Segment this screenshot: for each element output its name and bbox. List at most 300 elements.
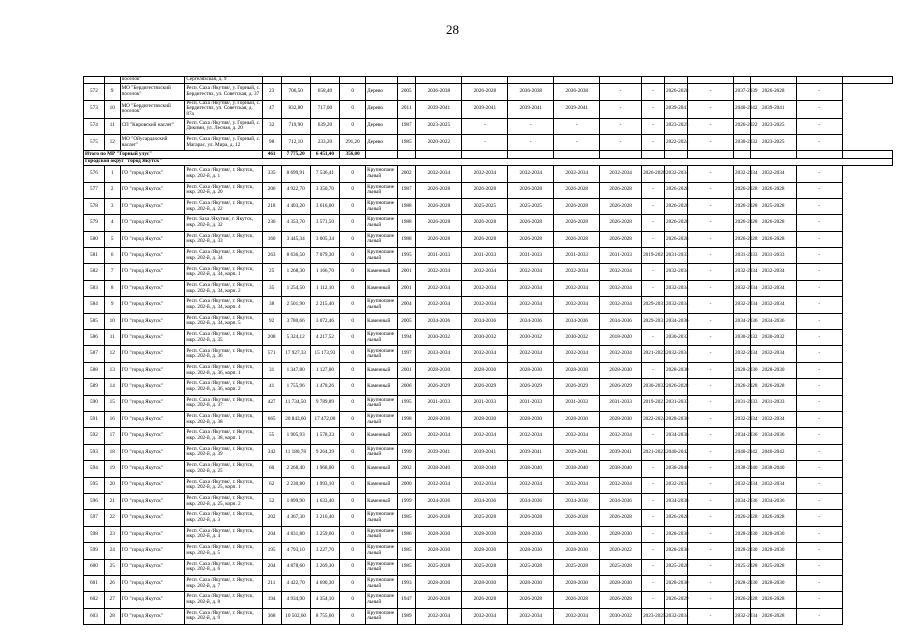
- table-cell: -: [796, 313, 842, 329]
- table-cell: 2031-2033: [462, 395, 508, 411]
- table-cell: 2028-2030: [462, 543, 508, 559]
- table-cell: -: [642, 477, 665, 493]
- table-cell: 2031-2033: [508, 395, 554, 411]
- table-cell: 2028-2030: [462, 575, 508, 591]
- table-cell: 2 268,40: [281, 461, 310, 477]
- table-cell: 342: [262, 444, 281, 460]
- table-cell: 60: [262, 461, 281, 477]
- table-cell: 2030-2032: [734, 134, 751, 150]
- table-cell: 2025-2028: [462, 559, 508, 575]
- table-cell: 2026-2028: [462, 215, 508, 231]
- table-cell: 2038-2040: [665, 461, 688, 477]
- table-cell: 2030-2032: [642, 379, 665, 395]
- table-cell: -: [796, 477, 842, 493]
- table-cell: 2001: [397, 362, 416, 378]
- table-cell: 2026-2029: [462, 379, 508, 395]
- table-cell: -: [688, 362, 734, 378]
- table-cell: 2026-2028: [600, 231, 642, 247]
- table-cell: 2026-2028: [554, 182, 600, 198]
- table-cell: Респ. Саха /Якутия/, г. Якутск, мкр. 202-й, д. 25, корп. 2: [185, 493, 262, 509]
- table-cell: -: [642, 575, 665, 591]
- table-cell: 2039-2041: [508, 444, 554, 460]
- table-cell: 2032-2034: [600, 264, 642, 280]
- table-cell: 17 472,00: [310, 411, 339, 427]
- table-cell: 1 578,33: [310, 428, 339, 444]
- table-cell: 658,40: [310, 84, 339, 100]
- table-row: [84, 264, 893, 280]
- table-cell: Крупнопанельный: [366, 297, 397, 313]
- table-cell: -: [642, 215, 665, 231]
- table-cell: 2006: [397, 379, 416, 395]
- table-cell: 2026-2028: [600, 592, 642, 608]
- table-cell: -: [462, 118, 508, 134]
- table-cell: 2026-2029: [508, 379, 554, 395]
- table-cell: 2032-2034: [508, 477, 554, 493]
- table-cell: 461: [262, 151, 281, 158]
- table-cell: 1 905,93: [281, 428, 310, 444]
- table-cell: 600: [84, 559, 105, 575]
- table-cell: 2026-2028: [508, 231, 554, 247]
- table-cell: 2039-2041: [554, 444, 600, 460]
- table-cell: 2034-2036: [462, 313, 508, 329]
- table-cell: 23: [104, 526, 120, 542]
- table-cell: Респ. Саха /Якутия/, г. Якутск, мкр. 202-й, д. 36: [185, 346, 262, 362]
- table-cell: 2032-2034: [416, 477, 462, 493]
- table-cell: 2034-2036: [508, 313, 554, 329]
- table-cell: 2030-2032: [462, 330, 508, 346]
- table-cell: 2028-2030: [665, 526, 688, 542]
- table-cell: 2026-2028: [734, 510, 751, 526]
- table-row: [84, 362, 893, 378]
- table-cell: ГО "город Якутск": [120, 461, 185, 477]
- table-cell: 2034-2036: [665, 493, 688, 509]
- table-cell: -: [796, 346, 842, 362]
- table-cell: 9: [104, 84, 120, 100]
- table-cell: 21: [104, 493, 120, 509]
- table-cell: 2032-2034: [665, 166, 688, 182]
- table-cell: [665, 151, 688, 158]
- table-cell: 2032-2034: [750, 411, 796, 427]
- table-cell: Респ. Саха /Якутия/, г. Якутск, мкр. 202-й, д. 37: [185, 395, 262, 411]
- table-cell: 16: [104, 411, 120, 427]
- table-cell: 2025-2025: [508, 198, 554, 214]
- table-cell: [554, 151, 600, 158]
- table-cell: Каменный: [366, 362, 397, 378]
- table-cell: 2032-2034: [554, 346, 600, 362]
- table-cell: 2032-2034: [734, 166, 751, 182]
- table-cell: 2021-2023: [642, 444, 665, 460]
- table-cell: 236: [262, 215, 281, 231]
- table-cell: 2028-2030: [750, 362, 796, 378]
- table-cell: -: [688, 248, 734, 264]
- table-cell: Респ. Саха /Якутия/, г. Якутск, мкр. 202-й, д. 38, корп. 1: [185, 428, 262, 444]
- table-cell: 10: [104, 313, 120, 329]
- table-cell: -: [642, 280, 665, 296]
- housing-table: [83, 76, 893, 625]
- table-cell: -: [600, 134, 642, 150]
- table-cell: 2026-2029: [554, 379, 600, 395]
- table-cell: 577: [84, 182, 105, 198]
- table-cell: 5 324,12: [281, 330, 310, 346]
- table-cell: 581: [84, 248, 105, 264]
- table-cell: 575: [84, 134, 105, 150]
- table-cell: 2022-2024: [665, 134, 688, 150]
- table-cell: -: [688, 215, 734, 231]
- table-cell: Крупнопанельный: [366, 231, 397, 247]
- table-cell: 356,00: [340, 151, 366, 158]
- table-cell: 2020-2022: [600, 543, 642, 559]
- table-cell: Крупнопанельный: [366, 198, 397, 214]
- table-cell: -: [796, 362, 842, 378]
- table-cell: -: [688, 493, 734, 509]
- table-cell: 2031-2033: [600, 248, 642, 264]
- table-cell: 3 259,60: [310, 526, 339, 542]
- table-cell: 2034-2036: [734, 313, 751, 329]
- table-cell: 2018-2020: [600, 330, 642, 346]
- table-cell: ГО "город Якутск": [120, 543, 185, 559]
- table-cell: 590: [84, 395, 105, 411]
- table-cell: Респ. Саха /Якутия/, г. Якутск, мкр. 202-й, д. 4: [185, 526, 262, 542]
- table-row: [84, 444, 893, 460]
- table-cell: 2032-2034: [462, 166, 508, 182]
- table-cell: 2028-2030: [734, 543, 751, 559]
- table-cell: 15 173,93: [310, 346, 339, 362]
- table-cell: 639,20: [310, 118, 339, 134]
- table-cell: ГО "город Якутск": [120, 575, 185, 591]
- table-cell: -: [688, 608, 734, 624]
- table-cell: 599: [84, 543, 105, 559]
- table-cell: 603: [84, 608, 105, 624]
- table-cell: Респ. Саха /Якутия/, г. Якутск, мкр. 202-й, д. 1: [185, 166, 262, 182]
- table-cell: 24: [104, 543, 120, 559]
- table-cell: 2028-2030: [734, 526, 751, 542]
- table-cell: 2032-2034: [416, 297, 462, 313]
- table-cell: 0: [340, 313, 366, 329]
- table-cell: 2032-2034: [554, 280, 600, 296]
- table-cell: 1995: [397, 395, 416, 411]
- table-cell: -: [642, 118, 665, 134]
- table-cell: 2026-2028: [554, 510, 600, 526]
- table-cell: 2025-2028: [665, 559, 688, 575]
- table-cell: 2028-2030: [508, 543, 554, 559]
- table-cell: 2026-2028: [734, 592, 751, 608]
- table-cell: ГО "город Якутск": [120, 346, 185, 362]
- table-cell: 38: [262, 297, 281, 313]
- table-cell: 665: [262, 411, 281, 427]
- table-cell: 580: [84, 231, 105, 247]
- table-cell: 2028-2030: [554, 362, 600, 378]
- table-cell: 4 831,80: [281, 526, 310, 542]
- table-cell: 2 501,90: [281, 297, 310, 313]
- table-cell: -: [688, 134, 734, 150]
- table-row: [84, 559, 893, 575]
- table-cell: 11 180,78: [281, 444, 310, 460]
- table-cell: 2026-2028: [600, 215, 642, 231]
- table-cell: 3 269,30: [310, 559, 339, 575]
- table-row: [84, 346, 893, 362]
- table-cell: 2032-2034: [665, 264, 688, 280]
- table-cell: 587: [84, 346, 105, 362]
- table-cell: -: [688, 543, 734, 559]
- table-cell: 2025-2028: [750, 198, 796, 214]
- table-cell: 4 922,70: [281, 182, 310, 198]
- table-cell: 2039-2041: [750, 100, 796, 118]
- table-cell: 0: [340, 182, 366, 198]
- table-cell: -: [642, 526, 665, 542]
- table-cell: 9: [104, 297, 120, 313]
- table-cell: 573: [84, 100, 105, 118]
- table-cell: 2032-2034: [750, 346, 796, 362]
- table-cell: 2032-2034: [600, 280, 642, 296]
- table-cell: 2026-2022: [734, 118, 751, 134]
- table-cell: 2021-2023: [642, 346, 665, 362]
- table-cell: 594: [84, 461, 105, 477]
- table-cell: 2026-2028: [665, 231, 688, 247]
- table-cell: 8: [104, 280, 120, 296]
- table-cell: 0: [340, 608, 366, 624]
- table-cell: 160: [262, 231, 281, 247]
- table-row: [84, 84, 893, 100]
- table-cell: 2026-2028: [750, 84, 796, 100]
- table-cell: Респ. Саха /Якутия/, г. Якутск, мкр. 202-й, д. 36, корп. 1: [185, 362, 262, 378]
- table-cell: Дерево: [366, 84, 397, 100]
- table-cell: 591: [84, 411, 105, 427]
- table-cell: -: [462, 134, 508, 150]
- table-cell: 2023-2025: [750, 134, 796, 150]
- table-cell: -: [642, 231, 665, 247]
- table-cell: 2026-2029: [600, 379, 642, 395]
- table-cell: 0: [340, 461, 366, 477]
- table-cell: 2032-2034: [750, 297, 796, 313]
- table-cell: 2032-2034: [600, 477, 642, 493]
- table-body: [84, 77, 893, 625]
- table-cell: 0: [340, 362, 366, 378]
- table-cell: 2037-2039: [734, 84, 751, 100]
- table-cell: 2026-2028: [508, 182, 554, 198]
- table-cell: 6: [104, 248, 120, 264]
- table-cell: -: [688, 444, 734, 460]
- table-cell: 1 127,00: [310, 362, 339, 378]
- table-cell: 597: [84, 510, 105, 526]
- table-cell: 0: [340, 280, 366, 296]
- table-cell: ГО "город Якутск": [120, 264, 185, 280]
- table-cell: -: [796, 100, 842, 118]
- table-cell: -: [796, 248, 842, 264]
- table-cell: Респ. Саха /Якутия/, г. Якутск, мкр. 202-й, д. 9: [185, 608, 262, 624]
- table-cell: Крупнопанельный: [366, 411, 397, 427]
- table-cell: 2038-2040: [508, 461, 554, 477]
- table-cell: Дерево: [366, 100, 397, 118]
- table-cell: -: [600, 100, 642, 118]
- table-cell: 17: [104, 428, 120, 444]
- table-cell: Итого по МР "Горный улус": [84, 151, 263, 158]
- table-cell: 2032-2034: [665, 608, 688, 624]
- table-cell: 194: [262, 592, 281, 608]
- table-cell: 25: [104, 559, 120, 575]
- table-cell: 3 216,40: [310, 510, 339, 526]
- table-cell: 47: [262, 100, 281, 118]
- table-cell: [642, 151, 665, 158]
- table-cell: Респ. Саха /Якутия/, г. Якутск, мкр. 202-й, д. 7: [185, 575, 262, 591]
- table-cell: 1999: [397, 444, 416, 460]
- table-cell: 4 217,52: [310, 330, 339, 346]
- table-cell: 1987: [397, 118, 416, 134]
- table-cell: Крупнопанельный: [366, 510, 397, 526]
- table-cell: -: [600, 118, 642, 134]
- table-cell: 2032-2034: [416, 428, 462, 444]
- table-cell: 4 354,10: [310, 592, 339, 608]
- table-cell: ГО "город Якутск": [120, 411, 185, 427]
- table-cell: 2004: [397, 297, 416, 313]
- table-cell: 2030-2032: [750, 330, 796, 346]
- table-cell: 2032-2034: [554, 477, 600, 493]
- table-cell: [462, 151, 508, 158]
- table-cell: 2028-2030: [665, 543, 688, 559]
- table-cell: 2030-2032: [734, 330, 751, 346]
- table-cell: -: [796, 493, 842, 509]
- table-cell: 7 079,30: [310, 248, 339, 264]
- table-cell: 2032-2034: [734, 297, 751, 313]
- table-cell: 0: [340, 118, 366, 134]
- table-cell: 2032-2034: [508, 264, 554, 280]
- table-cell: 1995: [397, 248, 416, 264]
- table-cell: -: [688, 198, 734, 214]
- table-cell: -: [688, 166, 734, 182]
- table-cell: 2032-2034: [665, 346, 688, 362]
- table-cell: 2032-2034: [508, 346, 554, 362]
- table-cell: 1 112,10: [310, 280, 339, 296]
- table-cell: 14: [104, 379, 120, 395]
- table-cell: 1993: [397, 575, 416, 591]
- table-cell: Респ. Саха /Якутия/, г. Якутск, мкр. 202-й, д. 35: [185, 330, 262, 346]
- table-cell: 3 571,50: [310, 215, 339, 231]
- table-cell: 2040-2042: [734, 100, 751, 118]
- table-cell: -: [642, 84, 665, 100]
- table-cell: 2032-2034: [665, 280, 688, 296]
- table-cell: Крупнопанельный: [366, 166, 397, 182]
- table-cell: 2025-2025: [462, 198, 508, 214]
- table-cell: 0: [340, 264, 366, 280]
- table-cell: 2032-2034: [734, 346, 751, 362]
- table-cell: [366, 151, 397, 158]
- table-cell: 2026-2028: [734, 215, 751, 231]
- table-cell: 0: [340, 543, 366, 559]
- table-cell: Респ. Саха /Якутия/, г. Якутск, мкр. 202-й, д. 25, корп. 1: [185, 477, 262, 493]
- table-cell: 2032-2034: [600, 297, 642, 313]
- table-cell: Крупнопанельный: [366, 608, 397, 624]
- table-cell: 1994: [397, 330, 416, 346]
- table-cell: 1 254,50: [281, 280, 310, 296]
- table-cell: 2026-2028: [734, 182, 751, 198]
- table-cell: 2026-2028: [554, 215, 600, 231]
- table-cell: Крупнопанельный: [366, 592, 397, 608]
- table-cell: 2032-2034: [462, 346, 508, 362]
- table-cell: 2025-2028: [416, 559, 462, 575]
- table-cell: 2025-2028: [600, 559, 642, 575]
- table-cell: -: [642, 493, 665, 509]
- table-cell: 719,90: [281, 118, 310, 134]
- table-cell: 2032-2034: [554, 608, 600, 624]
- table-cell: Каменный: [366, 428, 397, 444]
- table-cell: 2032-2034: [554, 297, 600, 313]
- table-cell: 1 166,70: [310, 264, 339, 280]
- table-cell: 2028-2030: [750, 575, 796, 591]
- table-cell: 2031-2033: [508, 248, 554, 264]
- table-cell: 2032-2034: [734, 411, 751, 427]
- table-cell: 11: [104, 118, 120, 134]
- table-cell: 15: [104, 395, 120, 411]
- table-cell: 2026-2028: [734, 198, 751, 214]
- table-cell: 2026-2028: [642, 166, 665, 182]
- table-cell: 2032-2034: [750, 477, 796, 493]
- table-cell: 2026-2029: [665, 592, 688, 608]
- table-cell: 2031-2033: [750, 395, 796, 411]
- table-cell: 585: [84, 313, 105, 329]
- table-cell: 2032-2034: [734, 477, 751, 493]
- table-cell: 2032-2034: [462, 297, 508, 313]
- table-cell: 2: [104, 182, 120, 198]
- table-cell: 19: [104, 461, 120, 477]
- table-cell: 0: [340, 346, 366, 362]
- table-cell: Каменный: [366, 477, 397, 493]
- table-cell: 2028-2030: [665, 362, 688, 378]
- table-row: [84, 411, 893, 427]
- table-cell: 2032-2034: [734, 264, 751, 280]
- table-cell: Респ. Саха /Якутия/, г. Якутск, мкр. 202-й, д. 36, корп. 2: [185, 379, 262, 395]
- table-cell: 2038-2040: [462, 461, 508, 477]
- table-cell: 2028-2030: [600, 411, 642, 427]
- table-cell: -: [508, 118, 554, 134]
- table-cell: 572: [84, 84, 105, 100]
- table-cell: 3 780,66: [281, 313, 310, 329]
- table-cell: Респ. Саха /Якутия/, г. Якутск, мкр. 202-й, д. 6: [185, 559, 262, 575]
- table-cell: 1985: [397, 559, 416, 575]
- table-cell: 583: [84, 280, 105, 296]
- table-cell: -: [796, 198, 842, 214]
- table-cell: [796, 151, 842, 158]
- table-cell: 8 699,91: [281, 166, 310, 182]
- table-cell: 2030-2032: [508, 330, 554, 346]
- table-cell: -: [796, 543, 842, 559]
- table-cell: 2036-2038: [508, 84, 554, 100]
- table-cell: 2001: [397, 264, 416, 280]
- table-cell: 2030-2032: [600, 608, 642, 624]
- table-cell: -: [642, 461, 665, 477]
- table-cell: 2028-2030: [416, 526, 462, 542]
- table-cell: 0: [340, 248, 366, 264]
- table-cell: поселок": [120, 77, 185, 84]
- table-cell: ГО "город Якутск": [120, 166, 185, 182]
- table-cell: 2028-2030: [508, 526, 554, 542]
- table-cell: 0: [340, 428, 366, 444]
- table-cell: [600, 151, 642, 158]
- table-cell: -: [796, 118, 842, 134]
- table-cell: -: [796, 428, 842, 444]
- table-cell: 2032-2034: [600, 346, 642, 362]
- table-cell: -: [642, 182, 665, 198]
- table-cell: 2028-2030: [416, 543, 462, 559]
- table-cell: -: [796, 559, 842, 575]
- table-cell: -: [688, 231, 734, 247]
- table-cell: 2034-2036: [600, 493, 642, 509]
- table-cell: 4 353,70: [281, 215, 310, 231]
- table-cell: -: [688, 575, 734, 591]
- table-cell: 2031-2033: [416, 395, 462, 411]
- table-cell: -: [688, 264, 734, 280]
- table-cell: 2026-2028: [600, 510, 642, 526]
- table-cell: 202: [262, 510, 281, 526]
- table-cell: 2028-2030: [554, 543, 600, 559]
